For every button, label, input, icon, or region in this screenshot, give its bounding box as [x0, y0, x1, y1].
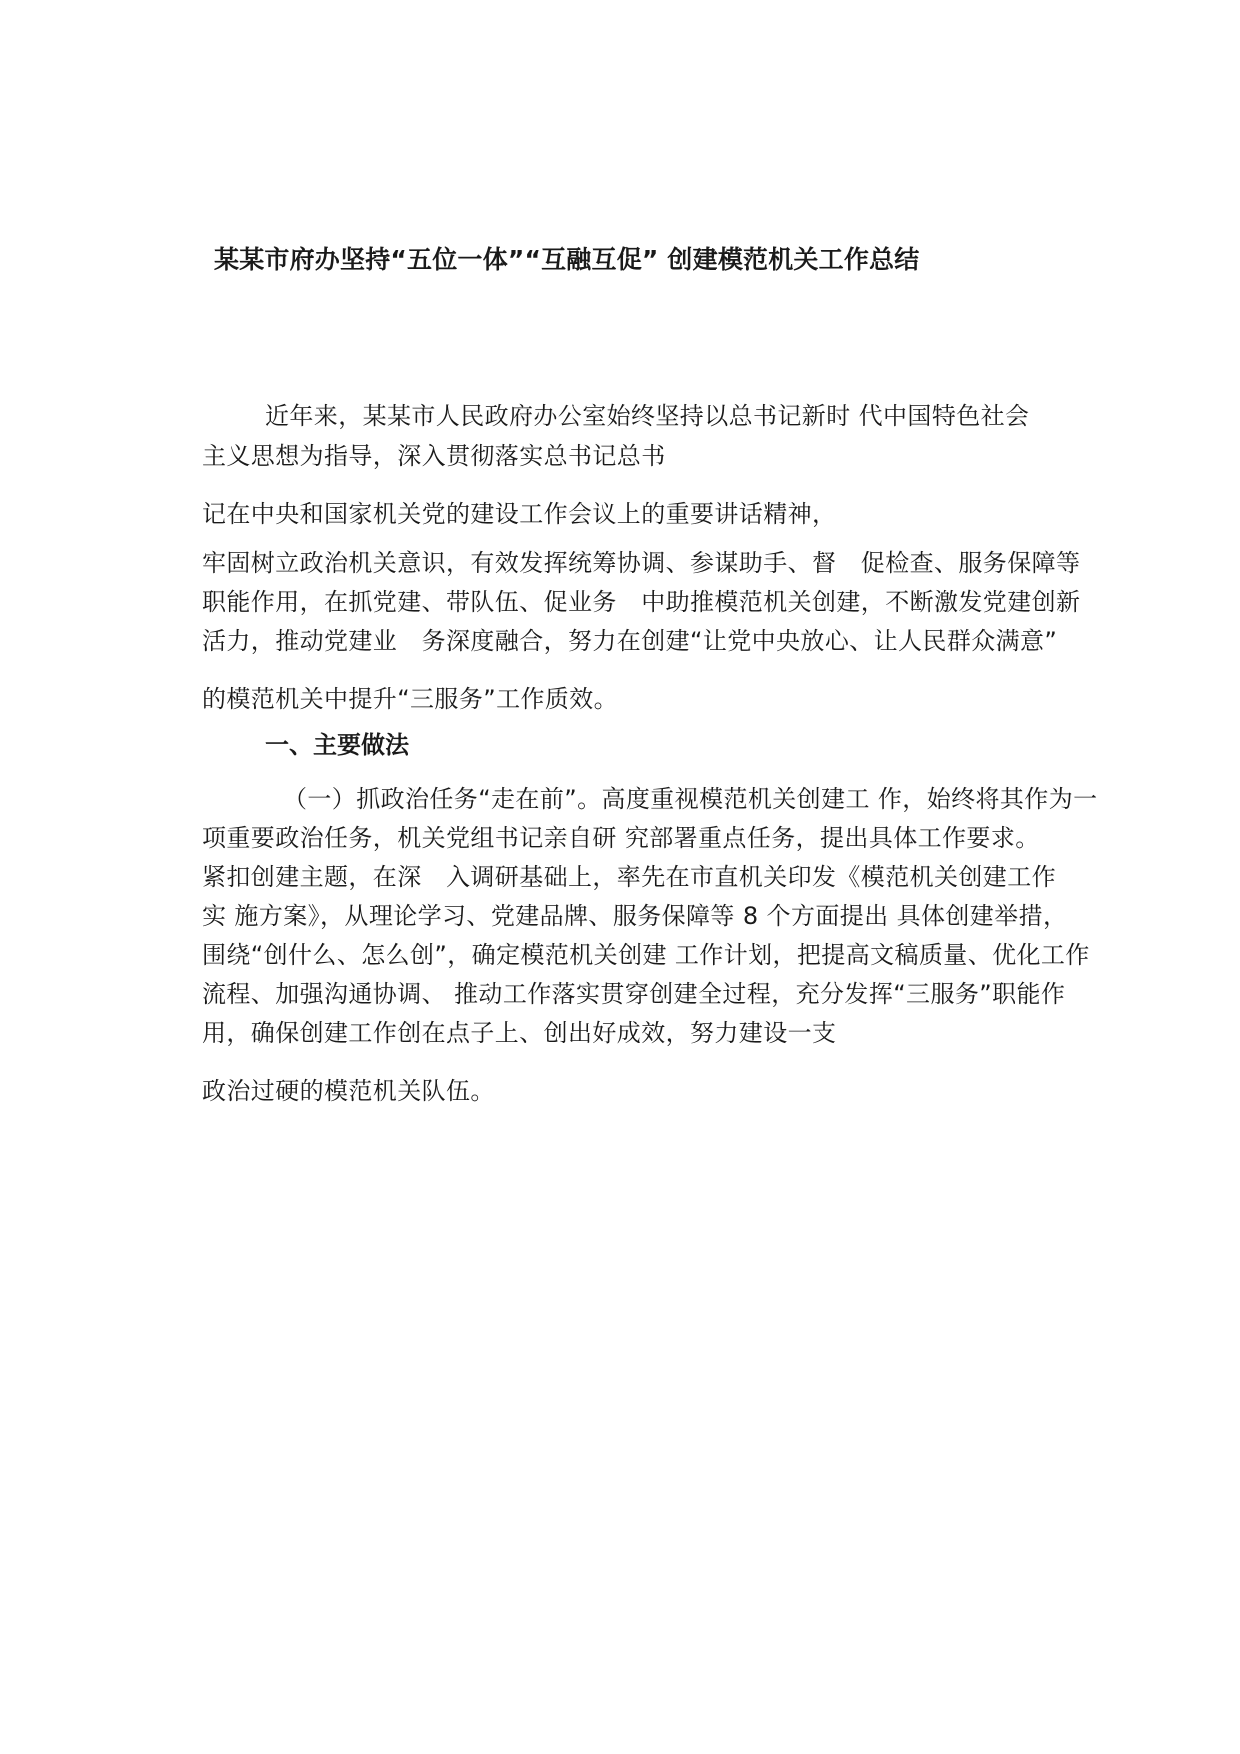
intro-line-3: 记在中央和国家机关党的建设工作会议上的重要讲话精神，	[202, 500, 837, 528]
section-line-7: 用，确保创建工作创在点子上、创出好成效，努力建设一支	[202, 1019, 837, 1047]
intro-line-2: 主义思想为指导，深入贯彻落实总书记总书	[202, 442, 666, 470]
intro-line-5: 职能作用，在抓党建、带队伍、促业务 中助推模范机关创建，不断激发党建创新	[202, 588, 1081, 616]
section-line-3: 紧扣创建主题，在深 入调研基础上，率先在市直机关印发《模范机关创建工作	[202, 863, 1056, 891]
intro-line-1: 近年来，某某市人民政府办公室始终坚持以总书记新时 代中国特色社会	[265, 402, 1030, 430]
section-line-4: 实 施方案》，从理论学习、党建品牌、服务保障等 8 个方面提出 具体创建举措，	[202, 902, 1068, 930]
intro-line-6: 活力，推动党建业 务深度融合，努力在创建“让党中央放心、让人民群众满意”	[202, 627, 1058, 655]
section-line-1: （一）抓政治任务“走在前”。高度重视模范机关创建工 作，始终将其作为一	[283, 785, 1098, 813]
intro-line-7: 的模范机关中提升“三服务”工作质效。	[202, 685, 619, 713]
intro-line-4: 牢固树立政治机关意识，有效发挥统筹协调、参谋助手、督 促检查、服务保障等	[202, 549, 1081, 577]
section-line-5: 围绕“创什么、怎么创”，确定模范机关创建 工作计划，把提高文稿质量、优化工作	[202, 941, 1090, 969]
section-line-8: 政治过硬的模范机关队伍。	[202, 1077, 495, 1105]
section-heading: 一、主要做法	[265, 731, 409, 759]
document-title: 某某市府办坚持“五位一体”“互融互促” 创建模范机关工作总结	[214, 245, 920, 274]
section-line-6: 流程、加强沟通协调、 推动工作落实贯穿创建全过程，充分发挥“三服务”职能作	[202, 980, 1066, 1008]
section-line-2: 项重要政治任务，机关党组书记亲自研 究部署重点任务，提出具体工作要求。	[202, 824, 1040, 852]
